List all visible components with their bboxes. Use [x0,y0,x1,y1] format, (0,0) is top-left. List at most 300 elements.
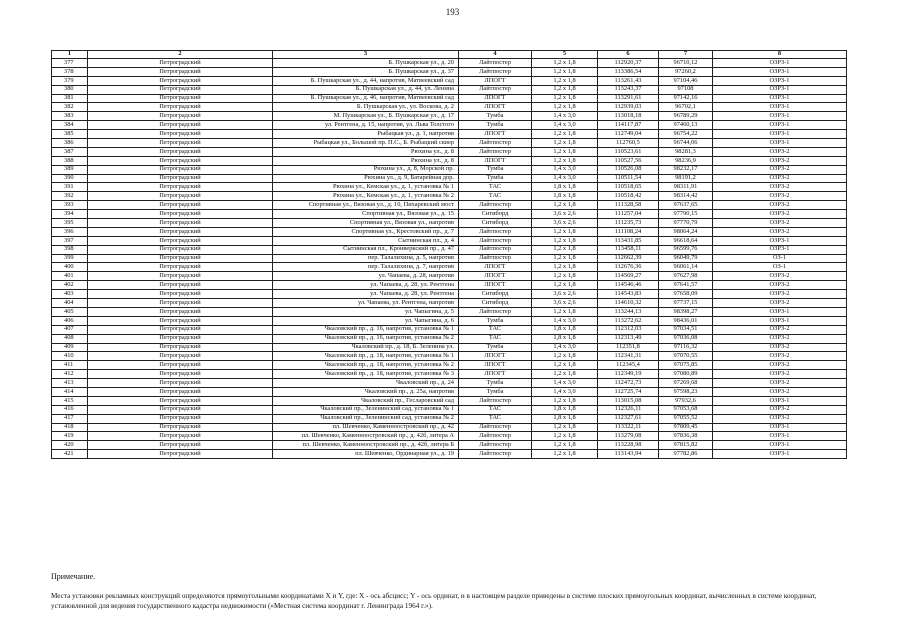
zone-cell: ОЗРЗ-2 [713,210,847,219]
district-cell: Петроградский [88,325,273,334]
construction-type-cell: Тумба [459,343,532,352]
construction-type-cell: ЛПОГТ [459,263,532,272]
table-row [52,254,847,263]
address-cell: Спортивная ул., Вязовая ул., д. 15 [273,210,459,219]
row-number-cell: 377 [52,59,88,68]
coord-y-cell: 97598,23 [659,387,713,396]
construction-type-cell: Лайтпостер [459,254,532,263]
size-cell: 1,2 х 1,8 [532,263,598,272]
row-number-cell: 402 [52,281,88,290]
row-number-cell: 393 [52,201,88,210]
column-header: 3 [273,51,459,59]
row-number-cell: 381 [52,94,88,103]
size-cell: 1,2 х 1,8 [532,103,598,112]
coord-x-cell: 114117,87 [598,121,659,130]
column-header: 8 [713,51,847,59]
coord-x-cell: 110526,08 [598,165,659,174]
district-cell: Петроградский [88,139,273,148]
address-cell: Чкаловский пр., д. 16, напротив, установка № 1 [273,325,459,334]
coord-y-cell: 97658,09 [659,290,713,299]
zone-cell: ОЗРЗ-1 [713,121,847,130]
table-row [52,59,847,68]
address-cell: Чкаловский пр., д. 24 [273,379,459,388]
coord-y-cell: 96702,1 [659,103,713,112]
size-cell: 1,2 х 1,8 [532,396,598,405]
size-cell: 1,2 х 1,8 [532,370,598,379]
size-cell: 1,2 х 1,8 [532,227,598,236]
coord-y-cell: 97108 [659,85,713,94]
table-row [52,299,847,308]
table-row [52,290,847,299]
construction-type-cell: ТАС [459,183,532,192]
coord-y-cell: 97809,45 [659,423,713,432]
table-row [52,130,847,139]
size-cell: 1,8 х 1,8 [532,325,598,334]
district-cell: Петроградский [88,94,273,103]
coord-x-cell: 112313,49 [598,334,659,343]
address-cell: Чкаловский пр., д. 18, напротив, установка № 1 [273,352,459,361]
placement-table [51,50,847,459]
coord-y-cell: 97637,65 [659,201,713,210]
address-cell: Чкаловский пр., д. 18, Б. Зеленина ул. [273,343,459,352]
construction-type-cell: Лайтпостер [459,139,532,148]
coord-x-cell: 112345,4 [598,361,659,370]
zone-cell: ОЗРЗ-2 [713,290,847,299]
coord-y-cell: 98436,01 [659,316,713,325]
address-cell: Рюхина ул., д. 9, Батарейная дор. [273,174,459,183]
district-cell: Петроградский [88,290,273,299]
district-cell: Петроградский [88,361,273,370]
zone-cell: ОЗРЗ-2 [713,299,847,308]
coord-x-cell: 113015,08 [598,396,659,405]
table-row [52,112,847,121]
address-cell: Чкаловский пр., Зеленинский сад, установка № 2 [273,414,459,423]
row-number-cell: 385 [52,130,88,139]
size-cell: 1,2 х 1,8 [532,85,598,94]
table-header-row [52,51,847,59]
coord-y-cell: 97815,82 [659,441,713,450]
size-cell: 1,2 х 1,8 [532,94,598,103]
zone-cell: ОЗРЗ-1 [713,245,847,254]
address-cell: Б. Пушкарская ул., д. 44, ул. Ленина [273,85,459,94]
size-cell: 1,4 х 3,0 [532,379,598,388]
row-number-cell: 397 [52,236,88,245]
row-number-cell: 379 [52,76,88,85]
district-cell: Петроградский [88,387,273,396]
construction-type-cell: ЛПОГТ [459,352,532,361]
zone-cell: ОЗРЗ-2 [713,165,847,174]
table-row [52,201,847,210]
row-number-cell: 418 [52,423,88,432]
coord-y-cell: 97036,08 [659,334,713,343]
table-row [52,67,847,76]
table-row [52,423,847,432]
address-cell: Б. Пушкарская ул., д. 20 [273,59,459,68]
zone-cell: ОЗ-1 [713,263,847,272]
construction-type-cell: ЛПОГТ [459,76,532,85]
coord-x-cell: 113458,11 [598,245,659,254]
zone-cell: ОЗ-1 [713,254,847,263]
construction-type-cell: ТАС [459,334,532,343]
size-cell: 1,2 х 1,8 [532,432,598,441]
construction-type-cell: ЛПОГТ [459,272,532,281]
construction-type-cell: ЛПОГТ [459,361,532,370]
address-cell: Спортивная ул., Крестовский пр., д. 7 [273,227,459,236]
coord-x-cell: 112939,03 [598,103,659,112]
table-row [52,85,847,94]
zone-cell: ОЗРЗ-2 [713,370,847,379]
size-cell: 1,2 х 1,8 [532,441,598,450]
coord-x-cell: 114543,83 [598,290,659,299]
coord-x-cell: 113291,61 [598,94,659,103]
zone-cell: ОЗРЗ-2 [713,387,847,396]
construction-type-cell: ТАС [459,414,532,423]
table-row [52,450,847,459]
address-cell: ул. Чапаева, д. 28, ул. Рентгена [273,281,459,290]
coord-x-cell: 112662,39 [598,254,659,263]
coord-x-cell: 113228,98 [598,441,659,450]
address-cell: пл. Шевченко, Каменноостровский пр., д. 42б, литера А [273,432,459,441]
table-row [52,343,847,352]
size-cell: 1,2 х 1,8 [532,361,598,370]
size-cell: 1,4 х 3,0 [532,343,598,352]
construction-type-cell: ТАС [459,192,532,201]
coord-x-cell: 112327,61 [598,414,659,423]
address-cell: ул. Чапыгина, д. 6 [273,316,459,325]
table-row [52,76,847,85]
coord-y-cell: 98064,24 [659,227,713,236]
address-cell: Спортивная ул., Вязовая ул., напротив [273,219,459,228]
address-cell: пл. Шевченко, Каменноостровский пр., д. 42б, литера Б [273,441,459,450]
zone-cell: ОЗРЗ-2 [713,361,847,370]
row-number-cell: 386 [52,139,88,148]
coord-x-cell: 114546,46 [598,281,659,290]
address-cell: ул. Чапыгина, д. 5 [273,307,459,316]
coord-x-cell: 112472,73 [598,379,659,388]
zone-cell: ОЗРЗ-1 [713,85,847,94]
address-cell: Чкаловский пр., Зеленинский сад, установка № 1 [273,405,459,414]
address-cell: Б. Пушкарская ул., ул. Воскова, д. 2 [273,103,459,112]
row-number-cell: 399 [52,254,88,263]
row-number-cell: 419 [52,432,88,441]
row-number-cell: 387 [52,147,88,156]
table-row [52,147,847,156]
table-row [52,192,847,201]
construction-type-cell: ЛПОГТ [459,370,532,379]
row-number-cell: 409 [52,343,88,352]
row-number-cell: 390 [52,174,88,183]
zone-cell: ОЗРЗ-2 [713,227,847,236]
district-cell: Петроградский [88,147,273,156]
district-cell: Петроградский [88,432,273,441]
address-cell: Чкаловский пр., д. 18, напротив, установка № 3 [273,370,459,379]
table-row [52,307,847,316]
table-row [52,361,847,370]
zone-cell: ОЗРЗ-1 [713,450,847,459]
district-cell: Петроградский [88,183,273,192]
district-cell: Петроградский [88,156,273,165]
size-cell: 1,8 х 1,8 [532,334,598,343]
size-cell: 1,8 х 1,8 [532,414,598,423]
row-number-cell: 398 [52,245,88,254]
district-cell: Петроградский [88,59,273,68]
construction-type-cell: ТАС [459,405,532,414]
table-row [52,432,847,441]
coord-y-cell: 98398,27 [659,307,713,316]
district-cell: Петроградский [88,396,273,405]
coord-y-cell: 97737,15 [659,299,713,308]
construction-type-cell: Лайтпостер [459,423,532,432]
row-number-cell: 413 [52,379,88,388]
coord-y-cell: 97269,68 [659,379,713,388]
construction-type-cell: Лайтпостер [459,227,532,236]
coord-y-cell: 97104,46 [659,76,713,85]
district-cell: Петроградский [88,130,273,139]
address-cell: Рюхина ул., д. 8 [273,147,459,156]
coord-x-cell: 112760,5 [598,139,659,148]
table-row [52,396,847,405]
row-number-cell: 420 [52,441,88,450]
district-cell: Петроградский [88,414,273,423]
table-row [52,352,847,361]
coord-y-cell: 98281,3 [659,147,713,156]
column-header: 1 [52,51,88,59]
construction-type-cell: ЛПОГТ [459,94,532,103]
row-number-cell: 416 [52,405,88,414]
coord-y-cell: 97641,57 [659,281,713,290]
coord-x-cell: 113243,37 [598,85,659,94]
district-cell: Петроградский [88,405,273,414]
size-cell: 3,6 х 2,6 [532,299,598,308]
size-cell: 1,8 х 1,8 [532,183,598,192]
address-cell: ул. Чапаева, д. 28, напротив [273,272,459,281]
coord-x-cell: 113386,54 [598,67,659,76]
coord-y-cell: 97260,2 [659,67,713,76]
row-number-cell: 414 [52,387,88,396]
size-cell: 1,2 х 1,8 [532,67,598,76]
district-cell: Петроградский [88,254,273,263]
construction-type-cell: ТАС [459,325,532,334]
coord-y-cell: 97142,16 [659,94,713,103]
size-cell: 1,2 х 1,8 [532,156,598,165]
district-cell: Петроградский [88,76,273,85]
construction-type-cell: Тумба [459,174,532,183]
table-row [52,325,847,334]
coord-x-cell: 112349,19 [598,370,659,379]
row-number-cell: 382 [52,103,88,112]
page-number: 193 [445,7,460,17]
construction-type-cell: Лайтпостер [459,67,532,76]
coord-x-cell: 110527,56 [598,156,659,165]
address-cell: Рыбацкая ул., Большой пр. П.С., Б. Рыбацкий сквер [273,139,459,148]
construction-type-cell: Лайтпостер [459,450,532,459]
coord-y-cell: 96599,76 [659,245,713,254]
row-number-cell: 404 [52,299,88,308]
coord-y-cell: 97790,15 [659,210,713,219]
table-row [52,165,847,174]
coord-y-cell: 98232,17 [659,165,713,174]
construction-type-cell: Лайтпостер [459,432,532,441]
district-cell: Петроградский [88,192,273,201]
construction-type-cell: Лайтпостер [459,236,532,245]
table-row [52,272,847,281]
coord-x-cell: 113279,08 [598,432,659,441]
coord-y-cell: 96618,64 [659,236,713,245]
zone-cell: ОЗРЗ-2 [713,281,847,290]
zone-cell: ОЗРЗ-1 [713,307,847,316]
row-number-cell: 392 [52,192,88,201]
address-cell: ул. Чапаева, ул. Рентгена, напротив [273,299,459,308]
district-cell: Петроградский [88,121,273,130]
address-cell: Б. Пушкарская ул., д. 37 [273,67,459,76]
district-cell: Петроградский [88,379,273,388]
district-cell: Петроградский [88,316,273,325]
address-cell: Спортивная ул., Вязовая ул., д. 10, Пихаревский мост [273,201,459,210]
coord-y-cell: 96710,12 [659,59,713,68]
district-cell: Петроградский [88,441,273,450]
column-header: 6 [598,51,659,59]
size-cell: 1,2 х 1,8 [532,352,598,361]
coord-x-cell: 113018,18 [598,112,659,121]
zone-cell: ОЗРЗ-1 [713,441,847,450]
coord-x-cell: 113244,13 [598,307,659,316]
table-row [52,281,847,290]
coord-x-cell: 113431,85 [598,236,659,245]
zone-cell: ОЗРЗ-1 [713,139,847,148]
note-title: Примечание. [51,572,96,581]
district-cell: Петроградский [88,219,273,228]
zone-cell: ОЗРЗ-2 [713,156,847,165]
zone-cell: ОЗРЗ-2 [713,334,847,343]
size-cell: 1,4 х 3,0 [532,121,598,130]
address-cell: М. Пушкарская ул., Б. Пушкарская ул., д. 17 [273,112,459,121]
coord-y-cell: 98311,91 [659,183,713,192]
table-row [52,379,847,388]
coord-y-cell: 97075,85 [659,361,713,370]
construction-type-cell: ЛПОГТ [459,156,532,165]
table-row [52,316,847,325]
construction-type-cell: Тумба [459,316,532,325]
size-cell: 1,2 х 1,8 [532,281,598,290]
zone-cell: ОЗРЗ-2 [713,272,847,281]
district-cell: Петроградский [88,227,273,236]
district-cell: Петроградский [88,370,273,379]
coord-x-cell: 110511,54 [598,174,659,183]
district-cell: Петроградский [88,103,273,112]
table-row [52,370,847,379]
coord-y-cell: 96789,29 [659,112,713,121]
coord-y-cell: 97034,51 [659,325,713,334]
address-cell: Чкаловский пр., д. 18, напротив, установка № 2 [273,361,459,370]
size-cell: 1,2 х 1,8 [532,147,598,156]
table-row [52,236,847,245]
row-number-cell: 403 [52,290,88,299]
address-cell: Рюхина ул., Кемская ул., д. 1, установка № 2 [273,192,459,201]
address-cell: ул. Рентгена, д. 15, напротив, ул. Льва Толстого [273,121,459,130]
construction-type-cell: Лайтпостер [459,307,532,316]
district-cell: Петроградский [88,299,273,308]
zone-cell: ОЗРЗ-2 [713,405,847,414]
coord-x-cell: 112341,31 [598,352,659,361]
table-body [52,59,847,459]
district-cell: Петроградский [88,272,273,281]
table-row [52,227,847,236]
coord-y-cell: 98236,9 [659,156,713,165]
address-cell: Сытнинская пл., Кронверкский пр., д. 47 [273,245,459,254]
coord-x-cell: 111257,04 [598,210,659,219]
size-cell: 1,2 х 1,8 [532,245,598,254]
table-row [52,103,847,112]
address-cell: Б. Пушкарская ул., д. 46, напротив, Матвеевский сад [273,94,459,103]
coord-x-cell: 113322,11 [598,423,659,432]
zone-cell: ОЗРЗ-2 [713,201,847,210]
row-number-cell: 388 [52,156,88,165]
district-cell: Петроградский [88,67,273,76]
table-row [52,414,847,423]
table-row [52,263,847,272]
address-cell: Сытнинская пл., д. 4 [273,236,459,245]
table-row [52,387,847,396]
size-cell: 1,4 х 3,0 [532,165,598,174]
district-cell: Петроградский [88,245,273,254]
zone-cell: ОЗРЗ-2 [713,219,847,228]
zone-cell: ОЗРЗ-1 [713,396,847,405]
column-header: 7 [659,51,713,59]
construction-type-cell: ЛПОГТ [459,130,532,139]
row-number-cell: 417 [52,414,88,423]
zone-cell: ОЗРЗ-1 [713,59,847,68]
zone-cell: ОЗРЗ-1 [713,423,847,432]
coord-x-cell: 114610,32 [598,299,659,308]
table-row [52,441,847,450]
construction-type-cell: Ситиборд [459,219,532,228]
address-cell: Чкаловский пр., Гесларовский сад [273,396,459,405]
coord-x-cell: 110523,61 [598,147,659,156]
address-cell: Рюхина ул., Кемская ул., д. 1, установка № 1 [273,183,459,192]
construction-type-cell: Тумба [459,112,532,121]
district-cell: Петроградский [88,352,273,361]
row-number-cell: 408 [52,334,88,343]
address-cell: пл. Шевченко, Каменноостровский пр., д. 42 [273,423,459,432]
coord-y-cell: 97932,6 [659,396,713,405]
coord-x-cell: 112920,37 [598,59,659,68]
district-cell: Петроградский [88,210,273,219]
zone-cell: ОЗРЗ-1 [713,76,847,85]
table-row [52,94,847,103]
zone-cell: ОЗРЗ-2 [713,379,847,388]
construction-type-cell: ЛПОГТ [459,103,532,112]
construction-type-cell: Лайтпостер [459,59,532,68]
address-cell: пл. Шевченко, Ординарная ул., д. 19 [273,450,459,459]
zone-cell: ОЗРЗ-2 [713,192,847,201]
row-number-cell: 421 [52,450,88,459]
table-row [52,219,847,228]
coord-y-cell: 97627,98 [659,272,713,281]
coord-x-cell: 114569,27 [598,272,659,281]
zone-cell: ОЗРЗ-1 [713,94,847,103]
coord-y-cell: 97782,86 [659,450,713,459]
size-cell: 1,4 х 3,0 [532,112,598,121]
zone-cell: ОЗРЗ-2 [713,183,847,192]
table-row [52,210,847,219]
size-cell: 1,2 х 1,8 [532,139,598,148]
row-number-cell: 391 [52,183,88,192]
row-number-cell: 396 [52,227,88,236]
district-cell: Петроградский [88,343,273,352]
size-cell: 1,2 х 1,8 [532,201,598,210]
column-header: 2 [88,51,273,59]
coord-y-cell: 97836,38 [659,432,713,441]
